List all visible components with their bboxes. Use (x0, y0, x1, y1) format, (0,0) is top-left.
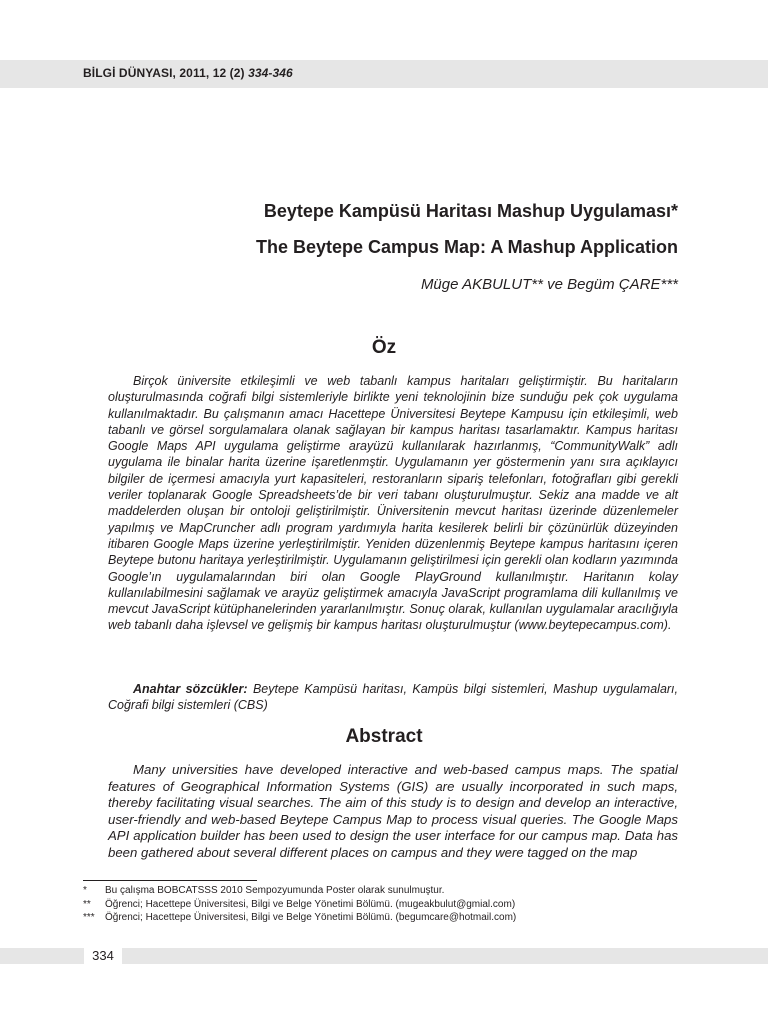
footnote-mark: *** (83, 912, 95, 923)
journal-name: BİLGİ DÜNYASI, 2011, 12 (2) (83, 66, 249, 80)
journal-citation (83, 66, 293, 80)
footnote (83, 911, 516, 925)
footnote-mark: ** (83, 898, 91, 910)
authors: Müge AKBULUT** ve Begüm ÇARE*** (420, 276, 678, 293)
footnote-text: Öğrenci; Hacettepe Üniversitesi, Bilgi ve Belge Yönetimi Bölümü. (begumcare@hotmail.com) (105, 912, 517, 923)
oz-paragraph (108, 373, 678, 634)
footnotes (83, 884, 516, 925)
journal-pages: 334-346 (248, 66, 293, 80)
oz-text: Birçok üniversite etkileşimli ve web tabanlı kampus haritaları geliştirmiştir. Bu haritaların oluşturulmasında coğrafi bilgi sistemleriyle birlikte yeni teknolojinin bize sunduğu pek çok uygulama kullanılmaktadır. Bu çalışmanın amacı Hacettepe Üniversitesi Beytepe Kampusu için etkileşimli, web tabanlı ve görsel sorgulamalara olanak sağlayan bir kampus haritası tasarlamaktır. Kampus haritası Google Maps API uygulama geliştirme arayüzü kullanılarak hazırlanmış, “CommunityWalk” adlı uygulama ile binalar harita üzerine işaretlenmştir. Uygulamanın yer göstermenin yanı sıra açıklayıcı bilgiler de içermesi amacıyla yurt kapasiteleri, restoranların sipariş telefonları, fotoğrafları gibi gerekli veriler toplanarak Google Spreadsheets’de bir veri tabanı oluşturulmuştur. Sekiz ana madde ve alt maddelerden oluşan bir ontoloji geliştirilmiştir. Üniversitenin mevcut haritası üzerinde düzenlemeler yapılmış ve MapCruncher adlı program yardımıyla harita kesilerek belirli bir çözünürlük düzeyinden itibaren Google Maps üzerine yerleştirilmiştir. Yeniden düzenlenmiş Beytepe kampus haritasını içeren Beytepe butonu haritaya yerleştirilmiştir. Uygulamanın geliştirilmesi için gerekli olan kodların yazımında Google’ın uygulamalarından biri olan Google PlayGround kullanılmıştır. Haritanın kolay kullanılabilmesini sağlamak ve arayüz geliştirmek amacıyla JavaScript programlama dili kullanılmış ve mevcut JavaScript kütüphanelerinden yararlanılmıştır. Sonuç olarak, kullanılan uygulamalar aracılığıyla web tabanlı daha işlevsel ve gelişmiş bir kampus haritası oluşturulmuştur (www.beytepecampus.com). (108, 374, 678, 633)
title-turkish: Beytepe Kampüsü Haritası Mashup Uygulaması* (263, 201, 678, 221)
footnote (83, 884, 516, 898)
footnote (83, 898, 516, 912)
footnote-text: Bu çalışma BOBCATSSS 2010 Sempozyumunda Poster olarak sunulmuştur. (105, 885, 445, 896)
abstract-text: Many universities have developed interactive and web-based campus maps. The spatial features of Geographical Information Systems (GIS) are usually incorporated in such maps, thereby facilitating visual searches. The aim of this study is to design and develop an interactive, user-friendly and web-based Beytepe Campus Map to process visual queries. The Google Maps API application builder has been used to design the user interface for our campus map. Data has been gathered about several different places on campus and they were tagged on the map (108, 762, 678, 860)
footnote-mark: * (83, 885, 87, 896)
keywords-label: Anahtar sözcükler: (133, 682, 248, 696)
abstract-paragraph (108, 762, 678, 861)
abstract-heading: Abstract (345, 726, 423, 747)
oz-heading: Öz (371, 337, 397, 358)
keywords-paragraph (108, 681, 678, 714)
keywords-text: Beytepe Kampüsü haritası, Kampüs bilgi sistemleri, Mashup uygulamaları, Coğrafi bilgi sistemleri (CBS) (108, 682, 678, 713)
title-english: The Beytepe Campus Map: A Mashup Application (255, 237, 678, 257)
footnote-divider (83, 880, 257, 881)
page-number: 334 (84, 946, 122, 966)
footnote-text: Öğrenci; Hacettepe Üniversitesi, Bilgi ve Belge Yönetimi Bölümü. (mugeakbulut@gmial.com) (105, 898, 516, 910)
